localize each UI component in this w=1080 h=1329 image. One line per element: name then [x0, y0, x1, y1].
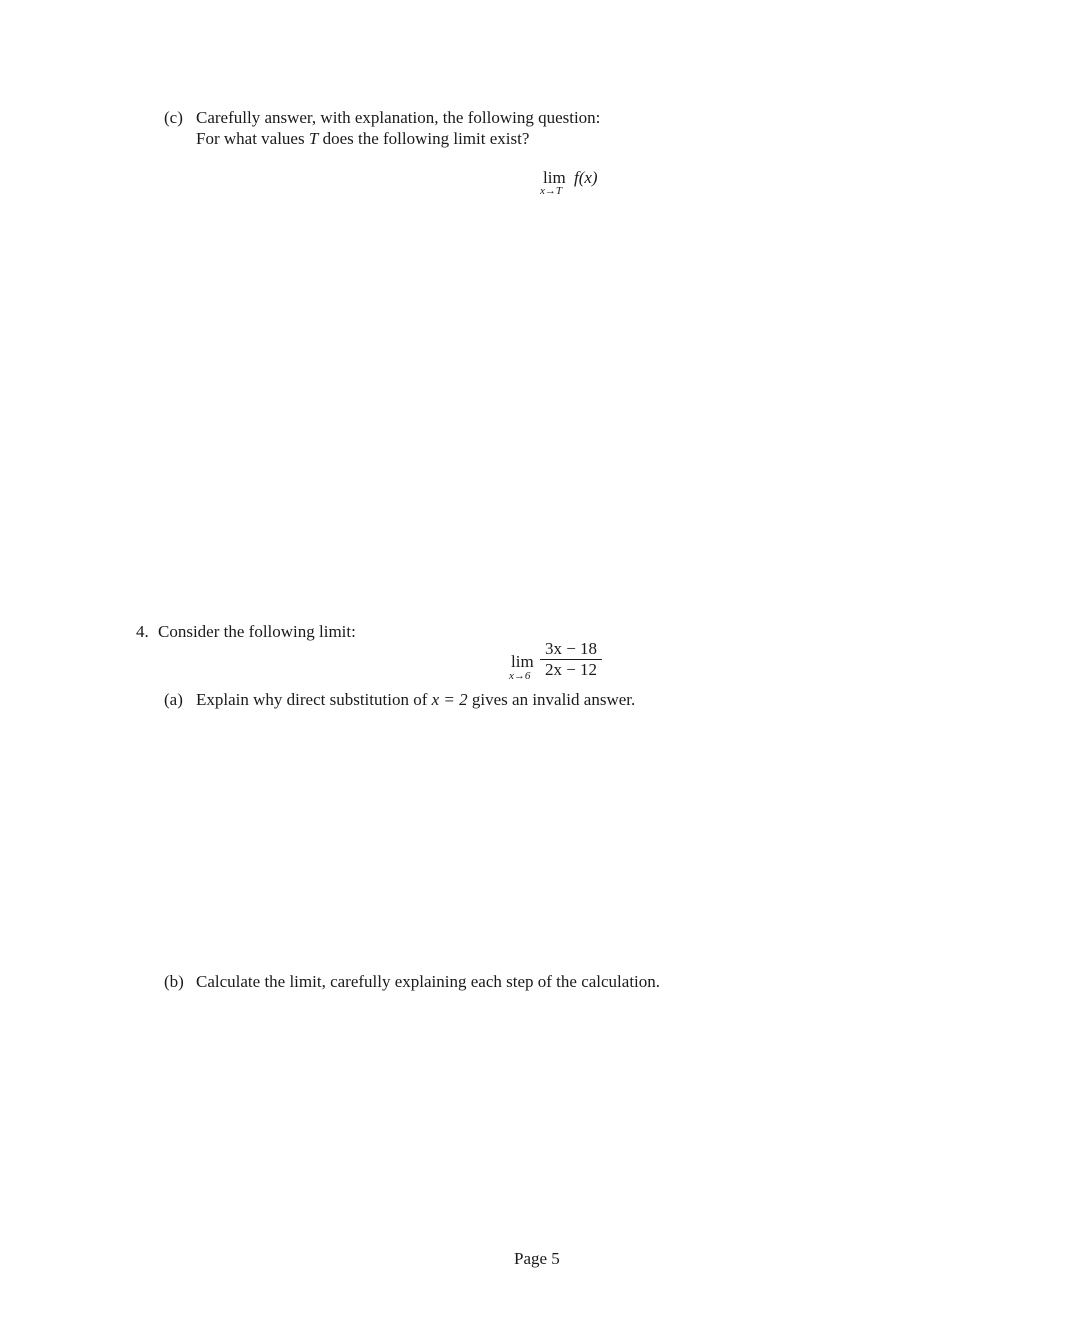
part-c-variable-t: T	[308, 129, 319, 148]
part-a-label: (a)	[164, 690, 183, 709]
q4-lim-operator: lim	[511, 652, 534, 671]
question-4-number: 4.	[136, 622, 149, 641]
question-4-prompt: Consider the following limit:	[158, 622, 356, 641]
page-number: Page 5	[514, 1249, 560, 1268]
part-b-question: Calculate the limit, carefully explaining each step of the calculation.	[196, 972, 661, 991]
q4-lim-subscript: x→6	[509, 670, 531, 682]
part-c-line2-prefix: For what values	[196, 129, 305, 148]
q4-fraction-denominator: 2x − 12	[544, 660, 598, 679]
part-c-question-line2	[196, 129, 529, 149]
part-c-question-line1: Carefully answer, with explanation, the following question:	[196, 108, 601, 127]
q4-fraction-numerator: 3x − 18	[544, 639, 598, 658]
part-c-lim-function: f(x)	[574, 168, 598, 187]
part-a-math: x = 2	[431, 690, 468, 709]
part-c-lim-subscript: x→T	[540, 185, 562, 197]
q4-fraction	[540, 639, 602, 680]
part-a-prefix: Explain why direct substitution of	[196, 690, 428, 709]
part-a-suffix: gives an invalid answer.	[471, 690, 636, 709]
part-c-line2-suffix: does the following limit exist?	[322, 129, 530, 148]
part-c-lim-operator: lim	[543, 168, 566, 187]
part-a-question	[196, 690, 635, 710]
part-b-label: (b)	[164, 972, 184, 991]
part-c-label: (c)	[164, 108, 183, 127]
